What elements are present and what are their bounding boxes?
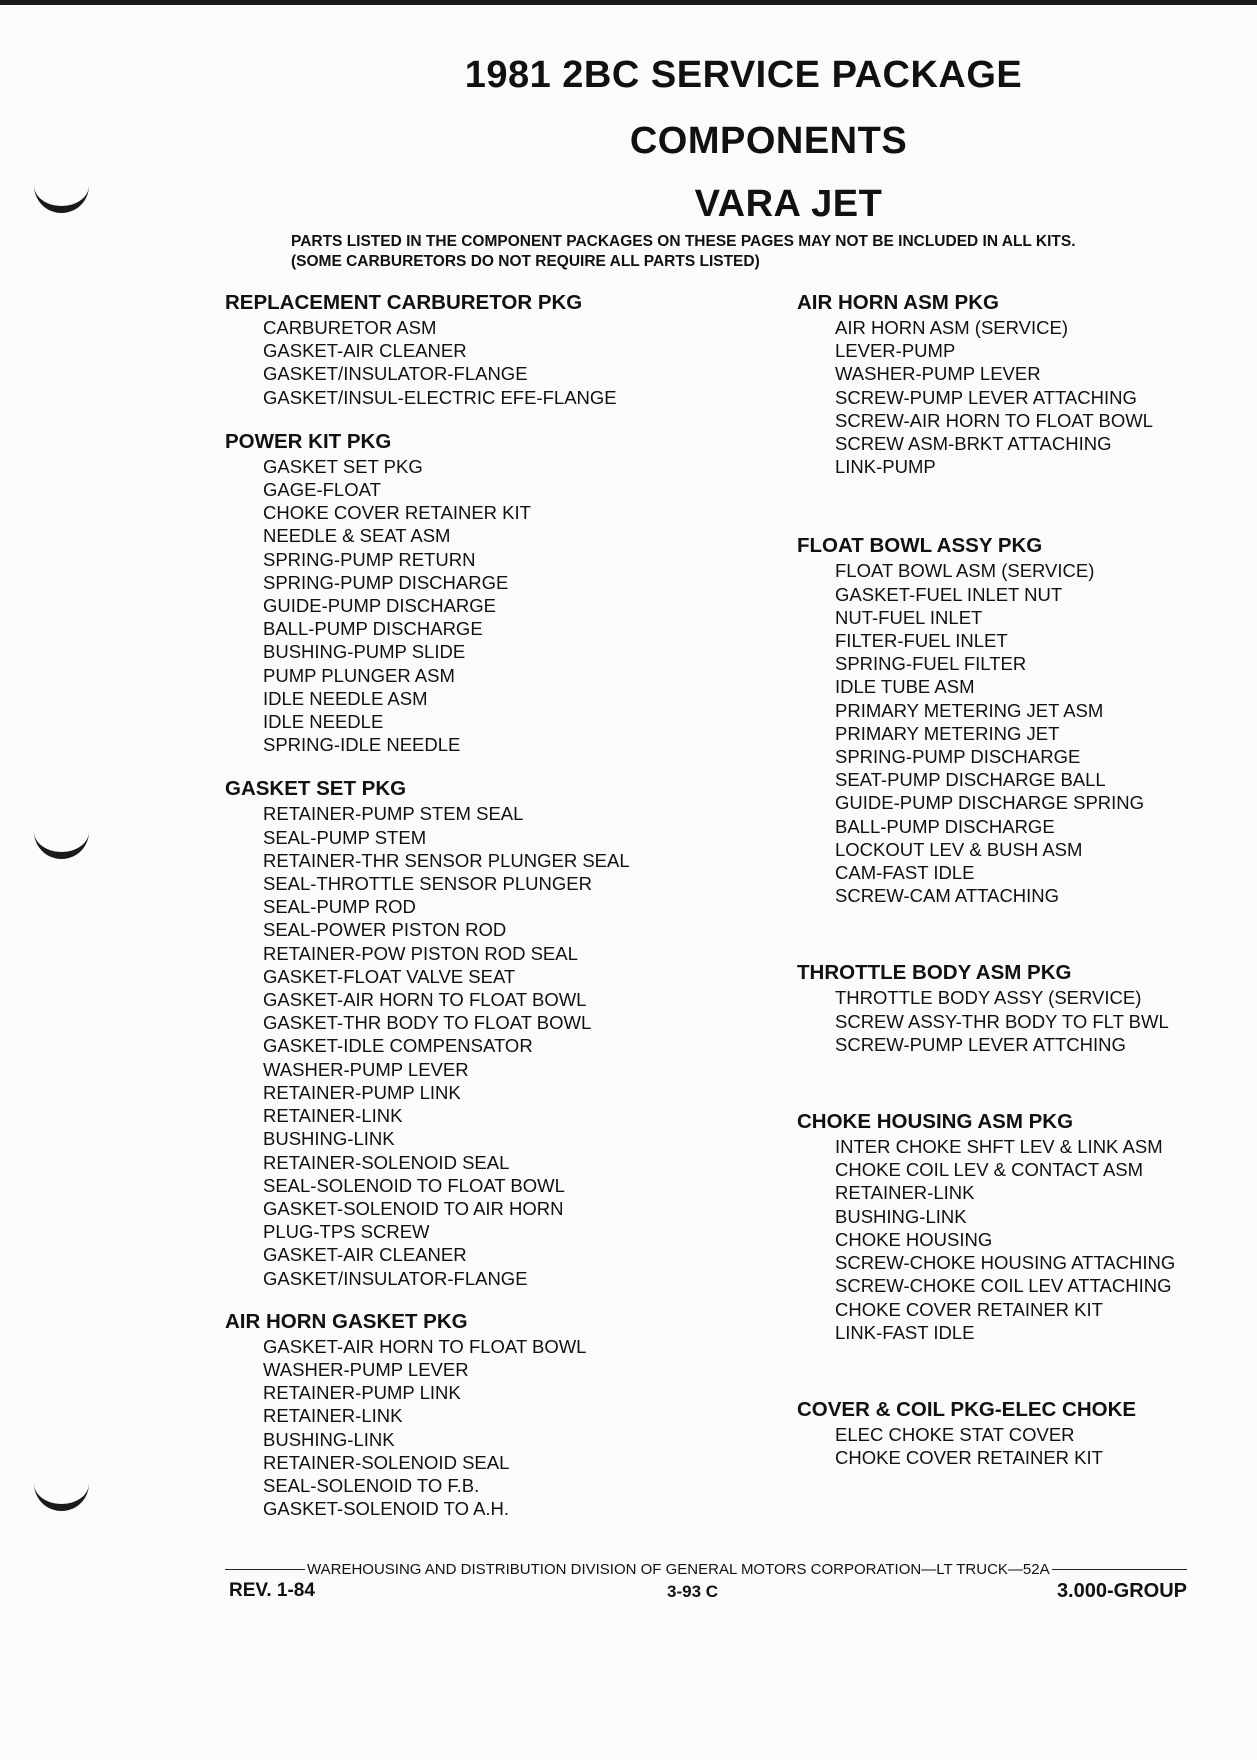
part-item: AIR HORN ASM (SERVICE) [835, 317, 1069, 338]
group-label: 3.000-GROUP [1056, 1580, 1187, 1602]
part-item: WASHER-PUMP LEVER [835, 363, 1041, 385]
section-heading: FLOAT BOWL ASSY PKG [797, 534, 1043, 558]
part-item: SEAL-PUMP ROD [263, 896, 416, 918]
part-item: WASHER-PUMP LEVER [263, 1058, 469, 1080]
part-item: GASKET/INSULATOR-FLANGE [263, 363, 528, 385]
part-item: SEAL-SOLENOID TO F.B. [263, 1474, 480, 1496]
part-item: RETAINER-SOLENOID SEAL [263, 1151, 510, 1173]
section-air-horn-asm-pkg [797, 290, 1237, 478]
part-item: SEAL-SOLENOID TO FLOAT BOWL [263, 1174, 565, 1196]
part-item: GASKET-FUEL INLET NUT [835, 583, 1063, 605]
part-item: PLUG-TPS SCREW [263, 1221, 430, 1243]
section-heading: CHOKE HOUSING ASM PKG [797, 1110, 1074, 1134]
section-gasket-set-pkg [225, 776, 745, 1289]
part-item: SCREW ASM-BRKT ATTACHING [835, 433, 1112, 455]
binder-hole-mark [34, 176, 89, 213]
part-item: GASKET-SOLENOID TO AIR HORN [263, 1197, 564, 1219]
part-item: SCREW-PUMP LEVER ATTACHING [835, 386, 1137, 408]
part-item: BALL-PUMP DISCHARGE [835, 815, 1055, 837]
part-item: SCREW-CAM ATTACHING [835, 885, 1060, 907]
part-item: LINK-FAST IDLE [835, 1321, 975, 1343]
part-item: GASKET-FLOAT VALVE SEAT [263, 965, 516, 987]
part-item: THROTTLE BODY ASSY (SERVICE) [835, 987, 1142, 1009]
parts-list [797, 1135, 1237, 1344]
section-choke-housing-asm-pkg [797, 1109, 1237, 1344]
part-item: CARBURETOR ASM [263, 317, 437, 338]
part-item: LEVER-PUMP [835, 340, 956, 362]
part-item: SPRING-IDLE NEEDLE [263, 734, 461, 756]
part-item: GASKET/INSUL-ELECTRIC EFE-FLANGE [263, 386, 617, 408]
part-item: GASKET-AIR HORN TO FLOAT BOWL [263, 1335, 587, 1357]
page-title: 1981 2BC SERVICE PACKAGE [464, 54, 1023, 96]
part-item: SEAT-PUMP DISCHARGE BALL [835, 769, 1106, 791]
section-heading: REPLACEMENT CARBURETOR PKG [225, 291, 583, 314]
part-item: GASKET-AIR CLEANER [263, 1244, 467, 1266]
section-heading: AIR HORN GASKET PKG [225, 1309, 468, 1333]
part-item: GASKET-AIR HORN TO FLOAT BOWL [263, 989, 587, 1011]
part-item: RETAINER-LINK [263, 1105, 403, 1127]
parts-list [797, 986, 1237, 1056]
part-item: NEEDLE & SEAT ASM [263, 525, 451, 547]
section-cover-coil-pkg-elec-choke [797, 1397, 1237, 1469]
footer-rule-right [1052, 1569, 1187, 1570]
part-item: BUSHING-LINK [263, 1128, 395, 1150]
notice-line-1: PARTS LISTED IN THE COMPONENT PACKAGES ON THESE PAGES MAY NOT BE INCLUDED IN ALL KITS. [291, 233, 1076, 250]
footer-division: WAREHOUSING AND DISTRIBUTION DIVISION OF GENERAL MOTORS CORPORATION—LT TRUCK—52A [307, 1561, 1050, 1578]
part-item: LOCKOUT LEV & BUSH ASM [835, 838, 1083, 860]
binder-hole-mark [34, 822, 89, 859]
section-power-kit-pkg [225, 429, 745, 757]
parts-list [225, 455, 745, 757]
part-item: SCREW ASSY-THR BODY TO FLT BWL [835, 1010, 1169, 1032]
section-heading: COVER & COIL PKG-ELEC CHOKE [797, 1397, 1137, 1421]
part-item: BUSHING-LINK [263, 1428, 395, 1450]
footer-division-line [225, 1561, 1187, 1578]
part-item: SPRING-PUMP DISCHARGE [835, 746, 1081, 768]
part-item: FLOAT BOWL ASM (SERVICE) [835, 560, 1095, 582]
part-item: PRIMARY METERING JET [835, 722, 1060, 744]
top-rule [0, 0, 1257, 5]
part-item: IDLE NEEDLE [263, 711, 384, 733]
part-item: GASKET/INSULATOR-FLANGE [263, 1267, 528, 1289]
part-item: SEAL-POWER PISTON ROD [263, 919, 507, 941]
part-item: GASKET-SOLENOID TO A.H. [263, 1498, 510, 1520]
part-item: SCREW-AIR HORN TO FLOAT BOWL [835, 409, 1153, 431]
part-item: SCREW-CHOKE HOUSING ATTACHING [835, 1252, 1176, 1274]
parts-list [797, 1423, 1237, 1469]
part-item: WASHER-PUMP LEVER [263, 1358, 469, 1380]
part-item: CHOKE COVER RETAINER KIT [263, 502, 531, 524]
notice-line-2: (SOME CARBURETORS DO NOT REQUIRE ALL PARTS LISTED) [291, 253, 760, 270]
part-item: IDLE TUBE ASM [835, 676, 975, 698]
part-item: GASKET-AIR CLEANER [263, 340, 467, 362]
part-item: GASKET SET PKG [263, 455, 423, 477]
section-air-horn-gasket-pkg [225, 1309, 745, 1521]
part-item: SCREW-CHOKE COIL LEV ATTACHING [835, 1275, 1172, 1297]
part-item: SEAL-PUMP STEM [263, 826, 427, 848]
part-item: RETAINER-PUMP LINK [263, 1382, 461, 1404]
part-item: CHOKE HOUSING [835, 1228, 993, 1250]
page-number: 3-93 C [667, 1582, 719, 1601]
parts-list [797, 559, 1237, 907]
left-column [225, 290, 745, 1520]
part-item: SEAL-THROTTLE SENSOR PLUNGER [263, 873, 592, 895]
page-product-title: VARA JET [694, 183, 883, 225]
part-item: RETAINER-PUMP LINK [263, 1081, 461, 1103]
part-item: SCREW-PUMP LEVER ATTCHING [835, 1033, 1126, 1055]
part-item: FILTER-FUEL INLET [835, 630, 1008, 652]
part-item: GASKET-IDLE COMPENSATOR [263, 1035, 533, 1057]
part-item: GASKET-THR BODY TO FLOAT BOWL [263, 1012, 592, 1034]
parts-list [225, 1335, 745, 1521]
part-item: PUMP PLUNGER ASM [263, 664, 455, 686]
section-heading: AIR HORN ASM PKG [797, 291, 999, 314]
section-heading: POWER KIT PKG [225, 429, 392, 453]
part-item: BUSHING-PUMP SLIDE [263, 641, 466, 663]
part-item: BUSHING-LINK [835, 1205, 967, 1227]
binder-hole-mark [34, 1474, 89, 1511]
part-item: RETAINER-LINK [263, 1405, 403, 1427]
section-replacement-carburetor-pkg [225, 290, 745, 409]
section-heading: THROTTLE BODY ASM PKG [797, 961, 1072, 985]
part-item: NUT-FUEL INLET [835, 606, 983, 628]
part-item: GUIDE-PUMP DISCHARGE SPRING [835, 792, 1145, 814]
revision-label: REV. 1-84 [229, 1580, 315, 1601]
part-item: RETAINER-POW PISTON ROD SEAL [263, 942, 578, 964]
part-item: BALL-PUMP DISCHARGE [263, 618, 483, 640]
parts-list [797, 316, 1237, 478]
part-item: RETAINER-THR SENSOR PLUNGER SEAL [263, 849, 630, 871]
part-item: SPRING-PUMP DISCHARGE [263, 571, 509, 593]
part-item: CAM-FAST IDLE [835, 862, 975, 884]
parts-list [225, 316, 745, 409]
section-heading: GASKET SET PKG [225, 777, 407, 801]
part-item: CHOKE COIL LEV & CONTACT ASM [835, 1159, 1144, 1181]
part-item: IDLE NEEDLE ASM [263, 687, 428, 709]
section-float-bowl-assy-pkg [797, 533, 1237, 907]
footer-rule-left [225, 1569, 305, 1570]
section-throttle-body-asm-pkg [797, 960, 1237, 1056]
parts-list [225, 802, 745, 1289]
part-item: LINK-PUMP [835, 456, 936, 478]
part-item: CHOKE COVER RETAINER KIT [835, 1447, 1103, 1469]
part-item: RETAINER-PUMP STEM SEAL [263, 803, 524, 825]
part-item: CHOKE COVER RETAINER KIT [835, 1298, 1103, 1320]
part-item: RETAINER-SOLENOID SEAL [263, 1451, 510, 1473]
part-item: ELEC CHOKE STAT COVER [835, 1423, 1075, 1445]
parts-notice [291, 232, 1076, 272]
page-subtitle: COMPONENTS [629, 120, 908, 162]
part-item: RETAINER-LINK [835, 1182, 975, 1204]
part-item: GAGE-FLOAT [263, 479, 381, 501]
part-item: PRIMARY METERING JET ASM [835, 699, 1104, 721]
part-item: SPRING-FUEL FILTER [835, 653, 1027, 675]
right-column [797, 290, 1237, 1469]
part-item: INTER CHOKE SHFT LEV & LINK ASM [835, 1136, 1163, 1158]
part-item: GUIDE-PUMP DISCHARGE [263, 595, 496, 617]
part-item: SPRING-PUMP RETURN [263, 548, 476, 570]
